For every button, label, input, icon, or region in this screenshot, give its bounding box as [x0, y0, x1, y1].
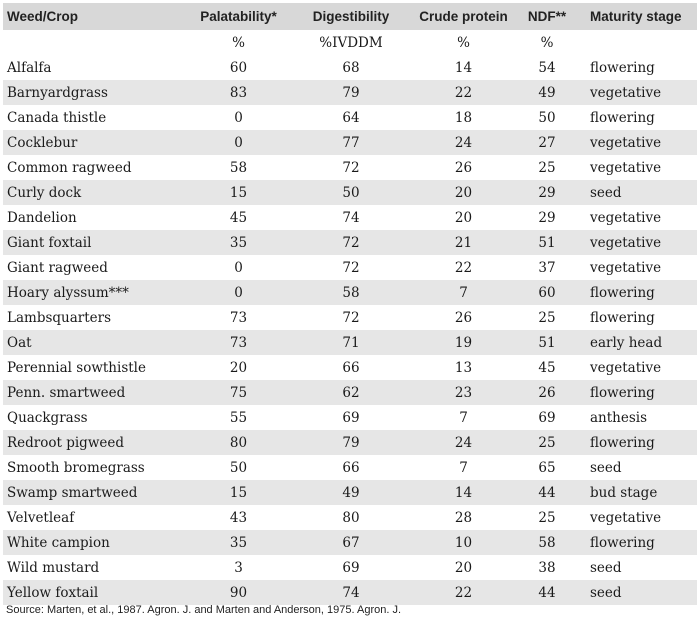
cell-palatability: 35: [229, 234, 248, 251]
cell-palatability: 73: [229, 334, 248, 351]
header-crude-protein: Crude protein: [419, 9, 508, 24]
table-row: [3, 480, 697, 505]
cell-crude-protein: 22: [454, 584, 473, 601]
unit-ndf: %: [540, 34, 554, 51]
cell-maturity-stage: vegetative: [590, 134, 662, 151]
cell-weed-crop: Quackgrass: [7, 409, 88, 426]
cell-crude-protein: 14: [454, 59, 473, 76]
cell-weed-crop: Barnyardgrass: [7, 84, 108, 101]
cell-weed-crop: Smooth bromegrass: [7, 459, 145, 476]
table-row: [3, 555, 697, 580]
table-row: [3, 505, 697, 530]
table-row: [3, 455, 697, 480]
cell-maturity-stage: vegetative: [590, 259, 662, 276]
cell-ndf: 29: [538, 184, 556, 201]
cell-maturity-stage: vegetative: [590, 359, 662, 376]
cell-digestibility: 68: [342, 59, 360, 76]
cell-ndf: 25: [538, 509, 556, 526]
cell-palatability: 20: [229, 359, 248, 376]
cell-weed-crop: Giant ragweed: [7, 259, 108, 276]
cell-crude-protein: 18: [454, 109, 473, 126]
unit-maturity-stage: [578, 30, 697, 55]
unit-palatability: %: [232, 34, 245, 51]
cell-ndf: 27: [538, 134, 556, 151]
cell-maturity-stage: flowering: [590, 534, 655, 551]
cell-crude-protein: 20: [454, 559, 473, 576]
cell-digestibility: 64: [342, 109, 360, 126]
cell-crude-protein: 26: [454, 309, 473, 326]
forage-quality-table: [3, 3, 697, 605]
table-row: [3, 530, 697, 555]
cell-maturity-stage: vegetative: [590, 234, 662, 251]
cell-crude-protein: 20: [454, 184, 473, 201]
cell-ndf: 58: [538, 534, 556, 551]
cell-digestibility: 71: [342, 334, 360, 351]
cell-ndf: 54: [538, 59, 556, 76]
cell-digestibility: 72: [342, 309, 360, 326]
table-row: [3, 280, 697, 305]
table-row: [3, 580, 697, 605]
cell-palatability: 15: [229, 184, 248, 201]
cell-digestibility: 50: [342, 184, 360, 201]
cell-maturity-stage: flowering: [590, 384, 655, 401]
cell-crude-protein: 14: [454, 484, 473, 501]
cell-palatability: 55: [229, 409, 248, 426]
source-citation: Source: Marten, et al., 1987. Agron. J. and Marten and Anderson, 1975. Agron. J.: [6, 604, 402, 616]
cell-palatability: 15: [229, 484, 248, 501]
cell-ndf: 51: [538, 334, 556, 351]
cell-digestibility: 72: [342, 234, 360, 251]
cell-weed-crop: Cocklebur: [7, 134, 78, 151]
cell-ndf: 65: [538, 459, 556, 476]
cell-crude-protein: 26: [454, 159, 473, 176]
cell-weed-crop: Canada thistle: [7, 109, 107, 126]
cell-crude-protein: 28: [454, 509, 473, 526]
cell-crude-protein: 22: [454, 84, 473, 101]
cell-weed-crop: Perennial sowthistle: [7, 359, 146, 376]
cell-weed-crop: Hoary alyssum***: [7, 284, 129, 301]
cell-palatability: 80: [229, 434, 248, 451]
cell-crude-protein: 19: [454, 334, 473, 351]
cell-crude-protein: 22: [454, 259, 473, 276]
cell-maturity-stage: seed: [590, 584, 622, 601]
cell-ndf: 38: [538, 559, 556, 576]
cell-ndf: 50: [538, 109, 556, 126]
cell-weed-crop: Giant foxtail: [7, 234, 92, 251]
table-row: [3, 105, 697, 130]
cell-weed-crop: Curly dock: [7, 184, 82, 201]
cell-palatability: 0: [234, 134, 243, 151]
table-row: [3, 180, 697, 205]
cell-weed-crop: Wild mustard: [7, 559, 100, 576]
cell-weed-crop: White campion: [7, 534, 110, 551]
cell-digestibility: 69: [342, 559, 360, 576]
cell-palatability: 83: [229, 84, 248, 101]
cell-ndf: 29: [538, 209, 556, 226]
table-row: [3, 205, 697, 230]
cell-digestibility: 66: [342, 459, 360, 476]
cell-weed-crop: Yellow foxtail: [7, 584, 99, 601]
header-ndf: NDF**: [527, 9, 567, 24]
cell-maturity-stage: flowering: [590, 434, 655, 451]
table-row: [3, 305, 697, 330]
cell-crude-protein: 23: [454, 384, 473, 401]
table-row: [3, 405, 697, 430]
table-row: [3, 55, 697, 80]
cell-palatability: 58: [229, 159, 248, 176]
cell-crude-protein: 24: [454, 134, 473, 151]
cell-weed-crop: Penn. smartweed: [7, 384, 126, 401]
cell-digestibility: 66: [342, 359, 360, 376]
cell-maturity-stage: vegetative: [590, 509, 662, 526]
cell-maturity-stage: bud stage: [590, 484, 658, 501]
cell-palatability: 43: [229, 509, 248, 526]
cell-weed-crop: Swamp smartweed: [7, 484, 138, 501]
cell-digestibility: 77: [342, 134, 360, 151]
cell-palatability: 35: [229, 534, 248, 551]
cell-maturity-stage: seed: [590, 559, 622, 576]
table-row: [3, 355, 697, 380]
cell-digestibility: 79: [342, 84, 360, 101]
table-row: [3, 255, 697, 280]
cell-maturity-stage: flowering: [590, 284, 655, 301]
cell-digestibility: 79: [342, 434, 360, 451]
cell-palatability: 50: [229, 459, 248, 476]
cell-crude-protein: 7: [459, 284, 468, 301]
header-weed-crop: Weed/Crop: [7, 9, 79, 24]
cell-maturity-stage: early head: [590, 334, 663, 351]
cell-digestibility: 80: [342, 509, 360, 526]
cell-ndf: 37: [538, 259, 556, 276]
cell-maturity-stage: vegetative: [590, 159, 662, 176]
header-digestibility: Digestibility: [312, 9, 390, 24]
table-row: [3, 130, 697, 155]
cell-crude-protein: 10: [454, 534, 473, 551]
cell-ndf: 45: [538, 359, 556, 376]
cell-maturity-stage: vegetative: [590, 84, 662, 101]
cell-maturity-stage: vegetative: [590, 209, 662, 226]
table-row: [3, 230, 697, 255]
forage-quality-table-container: [3, 3, 697, 605]
cell-digestibility: 49: [342, 484, 360, 501]
cell-maturity-stage: seed: [590, 184, 622, 201]
cell-palatability: 0: [234, 109, 243, 126]
cell-crude-protein: 21: [454, 234, 473, 251]
cell-weed-crop: Lambsquarters: [7, 309, 112, 326]
cell-maturity-stage: flowering: [590, 109, 655, 126]
cell-palatability: 45: [229, 209, 248, 226]
cell-weed-crop: Dandelion: [7, 209, 77, 226]
cell-crude-protein: 7: [459, 409, 468, 426]
cell-crude-protein: 7: [459, 459, 468, 476]
cell-weed-crop: Common ragweed: [7, 159, 132, 176]
cell-maturity-stage: seed: [590, 459, 622, 476]
cell-palatability: 75: [229, 384, 248, 401]
cell-maturity-stage: anthesis: [590, 409, 648, 426]
cell-weed-crop: Alfalfa: [7, 59, 52, 76]
cell-weed-crop: Velvetleaf: [7, 509, 75, 526]
cell-weed-crop: Oat: [7, 334, 32, 351]
cell-palatability: 73: [229, 309, 248, 326]
cell-ndf: 51: [538, 234, 556, 251]
cell-palatability: 3: [234, 559, 243, 576]
table-row: [3, 155, 697, 180]
cell-maturity-stage: flowering: [590, 59, 655, 76]
cell-palatability: 90: [229, 584, 248, 601]
cell-ndf: 49: [538, 84, 556, 101]
cell-crude-protein: 13: [454, 359, 473, 376]
cell-digestibility: 74: [342, 584, 360, 601]
cell-ndf: 44: [538, 484, 556, 501]
cell-palatability: 60: [229, 59, 248, 76]
table-row: [3, 80, 697, 105]
cell-ndf: 26: [538, 384, 556, 401]
cell-digestibility: 62: [342, 384, 360, 401]
cell-digestibility: 67: [342, 534, 360, 551]
header-maturity-stage: Maturity stage: [590, 9, 682, 24]
table-row: [3, 380, 697, 405]
cell-ndf: 25: [538, 159, 556, 176]
cell-weed-crop: Redroot pigweed: [7, 434, 124, 451]
table-row: [3, 330, 697, 355]
table-header-row: [3, 3, 697, 30]
unit-weed-crop: [3, 30, 186, 55]
cell-ndf: 25: [538, 309, 556, 326]
cell-ndf: 44: [538, 584, 556, 601]
cell-digestibility: 74: [342, 209, 360, 226]
cell-digestibility: 72: [342, 259, 360, 276]
cell-ndf: 25: [538, 434, 556, 451]
unit-crude-protein: %: [457, 34, 470, 51]
cell-palatability: 0: [234, 259, 243, 276]
unit-digestibility: %IVDDM: [319, 34, 383, 51]
cell-crude-protein: 20: [454, 209, 473, 226]
units-row: [3, 30, 697, 55]
cell-digestibility: 72: [342, 159, 360, 176]
cell-ndf: 60: [538, 284, 556, 301]
table-body: [3, 55, 697, 605]
header-palatability: Palatability*: [200, 9, 277, 24]
cell-palatability: 0: [234, 284, 243, 301]
cell-crude-protein: 24: [454, 434, 473, 451]
cell-ndf: 69: [538, 409, 556, 426]
table-row: [3, 430, 697, 455]
cell-digestibility: 69: [342, 409, 360, 426]
cell-maturity-stage: flowering: [590, 309, 655, 326]
cell-digestibility: 58: [342, 284, 360, 301]
